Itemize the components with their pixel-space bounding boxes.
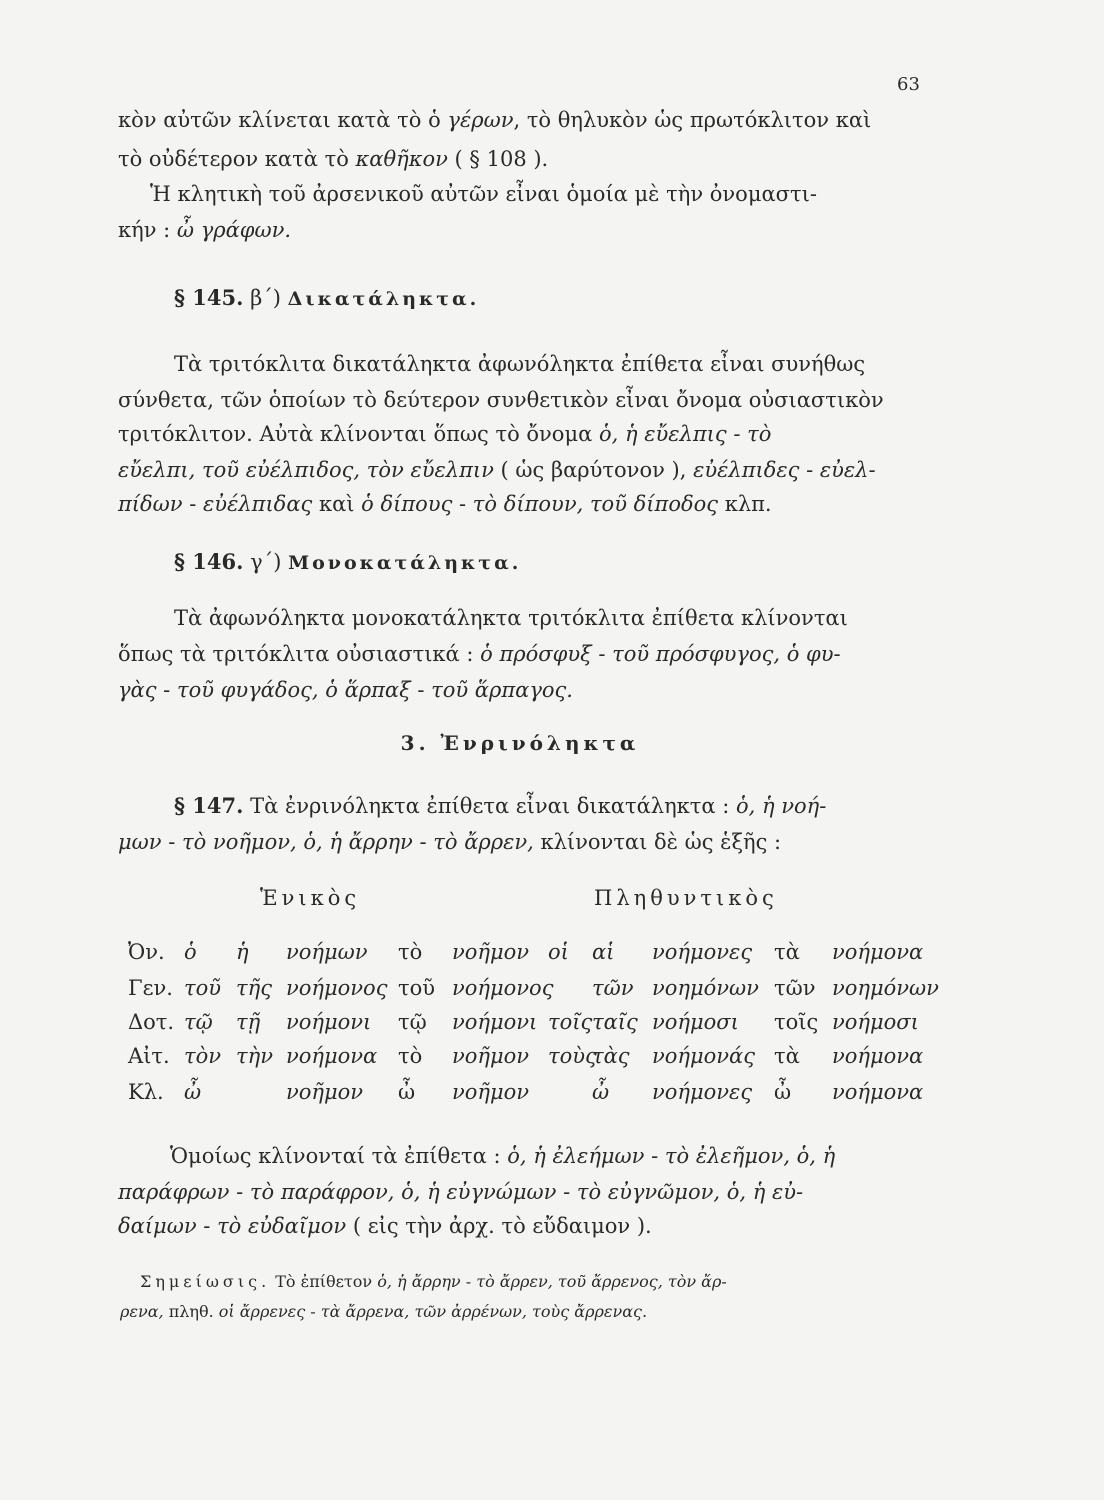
table-cell: ὁ	[184, 940, 197, 964]
table-cell: νοημόνων	[652, 976, 759, 1000]
table-cell: νοήμονα	[832, 1080, 924, 1104]
table-cell: νοήμονι	[452, 1010, 538, 1034]
table-cell: νοήμων	[286, 940, 368, 964]
table-cell: ὦ	[774, 1080, 792, 1104]
table-cell: Δοτ.	[128, 1010, 175, 1034]
header-plural: Πληθυντικὸς	[594, 886, 778, 910]
table-cell: τὰς	[592, 1044, 630, 1068]
text-line: παράφρων - τὸ παράφρον, ὁ, ἡ εὐγνώμων - τὸ εὐγνῶμον, ὁ, ἡ εὐ-	[118, 1180, 804, 1204]
table-cell: ὦ	[592, 1080, 610, 1104]
table-cell: νοήμονα	[286, 1044, 378, 1068]
table-cell: νοήμονος	[452, 976, 554, 1000]
table-cell: αἱ	[592, 940, 615, 964]
table-cell: τὰ	[774, 1044, 800, 1068]
footnote-line: Σημείωσις. Τὸ ἐπίθετον ὁ, ἡ ἄρρην - τὸ ἄρρεν, τοῦ ἄρρενος, τὸν ἄρ-	[140, 1272, 727, 1291]
table-cell: ταῖς	[592, 1010, 638, 1034]
table-cell: τὰ	[774, 940, 800, 964]
section-heading-147: § 147. Τὰ ἐνρινόληκτα ἐπίθετα εἶναι δικατάληκτα : ὁ, ἡ νοή-	[174, 793, 827, 818]
table-cell: τὴν	[236, 1044, 273, 1068]
text-line: Τὰ τριτόκλιτα δικατάληκτα ἀφωνόληκτα ἐπίθετα εἶναι συνήθως	[174, 352, 866, 376]
text-line: πίδων - εὐέλπιδας καὶ ὁ δίπους - τὸ δίπουν, τοῦ δίποδος κλπ.	[118, 492, 772, 516]
table-cell: τὸ	[398, 940, 423, 964]
header-singular: Ἑνικὸς	[260, 886, 361, 910]
table-cell: τῶν	[592, 976, 634, 1000]
table-cell: τὸ	[398, 1044, 423, 1068]
table-cell: τοῦ	[184, 976, 222, 1000]
table-cell: Αἰτ.	[128, 1044, 170, 1068]
text-line: ὅπως τὰ τριτόκλιτα οὐσιαστικά : ὁ πρόσφυξ - τοῦ πρόσφυγος, ὁ φυ-	[118, 642, 841, 666]
table-cell: νοημόνων	[832, 976, 939, 1000]
table-cell: Κλ.	[128, 1080, 164, 1104]
table-cell: νοήμονα	[832, 940, 924, 964]
section-heading-146: § 146. γ΄) Μονοκατάληκτα.	[174, 549, 522, 574]
text-line: εὔελπι, τοῦ εὐέλπιδος, τὸν εὔελπιν ( ὡς βαρύτονον ), εὐέλπιδες - εὐελ-	[118, 458, 876, 482]
table-cell: νοήμοσι	[652, 1010, 739, 1034]
table-cell: τοῖς	[548, 1010, 593, 1034]
section-heading-145: § 145. β΄) Δικατάληκτα.	[174, 285, 480, 310]
table-cell: ὦ	[398, 1080, 416, 1104]
text-line: γὰς - τοῦ φυγάδος, ὁ ἅρπαξ - τοῦ ἅρπαγος.	[118, 678, 573, 702]
table-cell: νοήμονες	[652, 940, 753, 964]
table-cell: τῷ	[398, 1010, 427, 1034]
table-cell: τῷ	[184, 1010, 213, 1034]
text-line: μων - τὸ νοῆμον, ὁ, ἡ ἄρρην - τὸ ἄρρεν, κλίνονται δὲ ὡς ἑξῆς :	[118, 830, 782, 854]
table-cell: νοήμονα	[832, 1044, 924, 1068]
subsection-heading: 3. Ἐνρινόληκτα	[400, 731, 640, 755]
text-line: τριτόκλιτον. Αὐτὰ κλίνονται ὅπως τὸ ὄνομα ὁ, ἡ εὔελπις - τὸ	[118, 422, 772, 446]
table-cell: νοήμονάς	[652, 1044, 755, 1068]
page-number: 63	[897, 74, 920, 95]
table-cell: τὸν	[184, 1044, 222, 1068]
table-cell: νοῆμον	[452, 940, 530, 964]
text-line: δαίμων - τὸ εὐδαῖμον ( εἰς τὴν ἀρχ. τὸ εὔδαιμον ).	[118, 1214, 652, 1238]
table-cell: νοήμονες	[652, 1080, 753, 1104]
text-line: Ἡ κλητικὴ τοῦ ἀρσενικοῦ αὐτῶν εἶναι ὁμοία μὲ τὴν ὀνομαστι-	[150, 182, 817, 206]
text-line: τὸ οὐδέτερον κατὰ τὸ καθῆκον ( § 108 ).	[118, 147, 549, 171]
table-cell: τῇ	[236, 1010, 261, 1034]
footnote-line: ρενα, πληθ. οἱ ἄρρενες - τὰ ἄρρενα, τῶν ἀρρένων, τοὺς ἄρρενας.	[120, 1302, 648, 1321]
table-cell: Ὀν.	[128, 940, 165, 964]
table-cell: Γεν.	[128, 976, 173, 1000]
table-cell: ἡ	[236, 940, 249, 964]
text-line: κὸν αὐτῶν κλίνεται κατὰ τὸ ὁ γέρων, τὸ θηλυκὸν ὡς πρωτόκλιτον καὶ	[118, 108, 872, 132]
table-cell: τοὺς	[548, 1044, 597, 1068]
text-line: κήν : ὦ γράφων.	[118, 218, 292, 242]
table-cell: τῆς	[236, 976, 272, 1000]
text-line: σύνθετα, τῶν ὁποίων τὸ δεύτερον συνθετικὸν εἶναι ὄνομα οὐσιαστικὸν	[118, 388, 884, 412]
table-cell: νοῆμον	[452, 1080, 530, 1104]
table-cell: νοήμονι	[286, 1010, 372, 1034]
table-cell: νοῆμον	[286, 1080, 364, 1104]
table-cell: νοήμονος	[286, 976, 388, 1000]
table-cell: τῶν	[774, 976, 816, 1000]
table-cell: οἱ	[548, 940, 569, 964]
table-cell: νοήμοσι	[832, 1010, 919, 1034]
text-line: Ὁμοίως κλίνονταί τὰ ἐπίθετα : ὁ, ἡ ἐλεήμων - τὸ ἐλεῆμον, ὁ, ἡ	[170, 1144, 836, 1168]
text-line: Τὰ ἀφωνόληκτα μονοκατάληκτα τριτόκλιτα ἐπίθετα κλίνονται	[174, 606, 848, 630]
table-cell: τοῖς	[774, 1010, 819, 1034]
table-cell: ὦ	[184, 1080, 202, 1104]
table-cell: τοῦ	[398, 976, 436, 1000]
table-cell: νοῆμον	[452, 1044, 530, 1068]
